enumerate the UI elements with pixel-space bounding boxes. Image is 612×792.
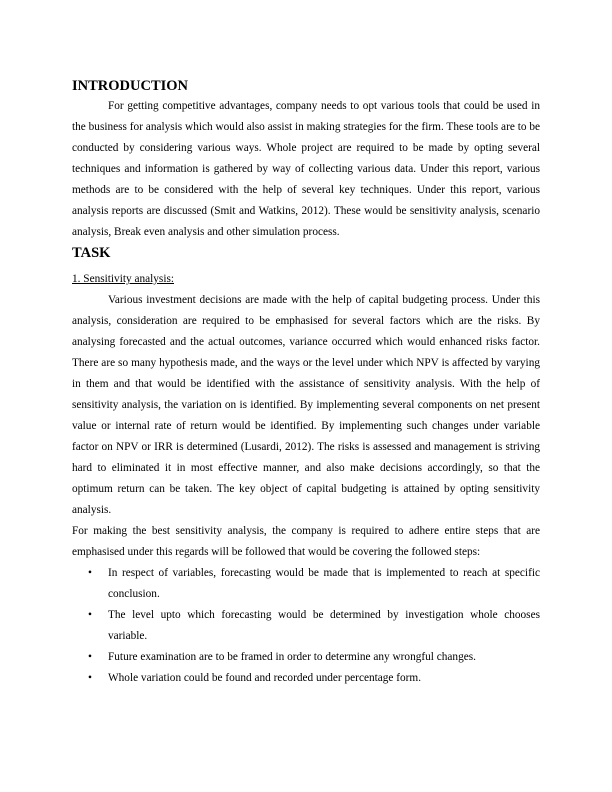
task-heading: TASK <box>72 245 111 261</box>
list-item <box>72 647 540 668</box>
list-item-text: Future examination are to be framed in order to determine any wrongful changes. <box>108 651 476 663</box>
steps-intro-paragraph: For making the best sensitivity analysis, the company is required to adhere entire steps that are emphasised under this regards will be followed that would be covering the followed steps: <box>72 525 540 558</box>
list-item <box>72 563 540 605</box>
bullet-icon: • <box>88 672 92 684</box>
list-item <box>72 668 540 689</box>
bullet-icon: • <box>88 651 92 663</box>
bullet-icon: • <box>88 609 92 621</box>
introduction-paragraph: For getting competitive advantages, company needs to opt various tools that could be used in the business for analysis which would also assist in making strategies for the firm. These tools are to be conducted by considering various ways. Whole project are required to be made by opting several techniques and information is gathered by way of collecting various data. Under this report, various methods are to be considered with the help of several key techniques. Under this report, various analysis reports are discussed (Smit and Watkins, 2012). These would be sensitivity analysis, scenario analysis, Break even analysis and other simulation process. <box>72 100 540 238</box>
list-item-text: In respect of variables, forecasting would be made that is implemented to reach at specific conclusion. <box>108 567 540 600</box>
sensitivity-paragraph: Various investment decisions are made with the help of capital budgeting process. Under this analysis, consideration are required to be emphasised for several factors which are the risks. By analysing forecasted and the actual outcomes, variance occurred which would enhanced risks factor. There are so many hypothesis made, and the ways or the level under which NPV is affected by varying in them and that would be identified with the assistance of sensitivity analysis. With the help of sensitivity analysis, the variation on is identified. By implementing several components on net present value or internal rate of return would be identified. By implementing such changes under variable factor on NPV or IRR is determined (Lusardi, 2012). The risks is assessed and management is striving hard to eliminated it in most effective manner, and also make decisions accordingly, so that the optimum return can be taken. The key object of capital budgeting is attained by opting sensitivity analysis. <box>72 294 540 516</box>
document-page <box>72 76 540 689</box>
list-item-text: Whole variation could be found and recorded under percentage form. <box>108 672 422 684</box>
bullet-icon: • <box>88 567 92 579</box>
list-item-text: The level upto which forecasting would be determined by investigation whole chooses variable. <box>108 609 540 642</box>
introduction-heading: INTRODUCTION <box>72 78 189 94</box>
steps-list <box>72 563 540 689</box>
section-title-sensitivity-analysis: 1. Sensitivity analysis: <box>72 273 174 285</box>
list-item <box>72 605 540 647</box>
